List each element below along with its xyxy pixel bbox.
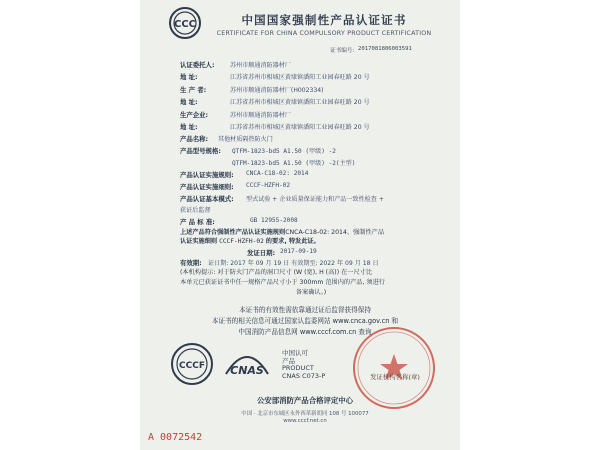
sign-text: 发证机构名称(章) — [370, 373, 420, 381]
svg-text:CCC: CCC — [173, 19, 197, 30]
conformity-line-2-bold: 认证实施细则 — [180, 238, 218, 245]
footer-website: www.cccf.net.cn — [283, 418, 327, 424]
certificate-title-en: CERTIFICATE FOR CHINA COMPULSORY PRODUCT CERTIFICATION — [216, 30, 432, 37]
conformity-line-1-bold: 上述产品符合强制性产品认证实施规则 — [180, 229, 286, 236]
notice-2: 本证书的相关信息可通过国家认监委网站 www.cnca.gov.cn 和 — [211, 317, 399, 325]
validity-label: 有效期: — [180, 259, 202, 267]
field-value-basic-mode-continued: 获证后监督 — [180, 207, 211, 214]
validity-note-3: 备案确认。) — [295, 289, 327, 296]
field-label-rules: 产品认证实施规则: — [180, 171, 234, 179]
field-value-address-3: 江苏省苏州市相城区黄埭镇潘阳工业园春旺路 20 号 — [230, 124, 370, 131]
cnas-logo-label: CNAS — [230, 364, 264, 377]
serial-number: A 0072542 — [148, 432, 203, 443]
field-label-model: 产品型号规格: — [180, 147, 221, 155]
cnas-logo-icon — [220, 346, 274, 382]
issue-date-label: 发证日期: — [247, 249, 276, 257]
field-label-manufacturer: 生产企业: — [180, 111, 209, 119]
accreditation-cn2: 产品 — [282, 356, 295, 365]
conformity-line-1 — [180, 229, 442, 238]
validity-note-1: (本机构提示: 对于防火门产品的洞口尺寸 (W (宽), H (高)) 在一尺寸比 — [180, 269, 373, 276]
field-value-producer: 苏州市顺通消防器材厂(H002334) — [230, 87, 324, 94]
validity-dates: 证日期: 2017 年 09 月 19 日 有效期至: 2022 年 09 月 18 日 — [208, 260, 379, 267]
footer-org-name: 公安部消防产品合格评定中心 — [256, 396, 354, 405]
field-label-standard: 产 品 标 准: — [180, 218, 215, 226]
field-label-applicant: 认证委托人: — [180, 61, 215, 69]
conformity-line-2-tail: 的要求, 特发此证。 — [265, 238, 320, 245]
certificate-number-value: 2017081806003591 — [358, 46, 412, 52]
field-label-address-1: 地 址: — [180, 73, 198, 81]
accreditation-block — [282, 350, 342, 380]
field-value-manufacturer: 苏州市顺通消防器材厂 — [230, 112, 291, 119]
accreditation-en: PRODUCT — [282, 364, 314, 372]
field-value-applicant: 苏州市顺通消防器材厂 — [230, 62, 291, 69]
field-label-address-2: 地 址: — [180, 98, 198, 106]
field-value-details: CCCF-HZFH-02 — [246, 182, 291, 189]
accreditation-cn: 中国认可 — [282, 349, 308, 357]
accreditation-no: CNAS C073-P — [282, 371, 326, 380]
field-value-basic-mode: 型式试验 + 企业质量保证能力和产品一致性检查 + — [246, 196, 384, 203]
field-value-product-name: 其他材质隔热防火门 — [218, 136, 273, 143]
field-label-producer: 生 产 者: — [180, 86, 207, 94]
cccf-logo-icon — [170, 342, 214, 386]
certificate-title-cn: 中国国家强制性产品认证证书 — [241, 13, 407, 27]
footer-address: 中国 · 北京市东城区永外西革新胡同 108 号 100077 — [241, 411, 369, 417]
field-label-basic-mode: 产品认证基本模式: — [180, 195, 234, 203]
field-value-model-1: QTFM-1823-bd5 A1.50 (甲级) -2 — [232, 148, 336, 155]
conformity-line-2-value: CCCF-HZFH-02 — [219, 238, 264, 245]
field-value-rules: CNCA-C18-02: 2014 — [246, 170, 309, 177]
conformity-line-2 — [180, 238, 442, 247]
validity-note-2: 本单元已获证证书中任一规格产品尺寸小于 300mm 范围内的产品, 须进行 — [180, 279, 385, 286]
field-value-address-1: 江苏省苏州市相城区黄埭镇潘阳工业园春旺路 20 号 — [230, 74, 370, 81]
cccf-logo-label: CCCF — [179, 361, 205, 371]
field-value-model-2: QTFM-1823-bd5 A1.50 (甲级) -2(主型) — [232, 160, 356, 167]
field-value-standard: GB 12955-2008 — [250, 217, 298, 224]
field-label-address-3: 地 址: — [180, 123, 198, 131]
notice-3: 中国消防产品信息网 www.cccf.com.cn 查询 — [238, 328, 372, 336]
conformity-line-1-value: CNCA-C18-02: 2014、强制性产品 — [285, 229, 385, 236]
certificate-number-label: 证书编号: — [330, 48, 355, 54]
notice-1: 本证书的有效性需依靠通过证后监督获得保持 — [239, 306, 371, 314]
ccc-logo-icon — [168, 6, 202, 40]
issue-date-value: 2017-09-19 — [280, 248, 317, 255]
field-value-address-2: 江苏省苏州市相城区黄埭镇潘阳工业园春旺路 20 号 — [230, 99, 370, 106]
field-label-details: 产品认证实施细则: — [180, 183, 234, 191]
field-label-product-name: 产品名称: — [180, 135, 209, 143]
